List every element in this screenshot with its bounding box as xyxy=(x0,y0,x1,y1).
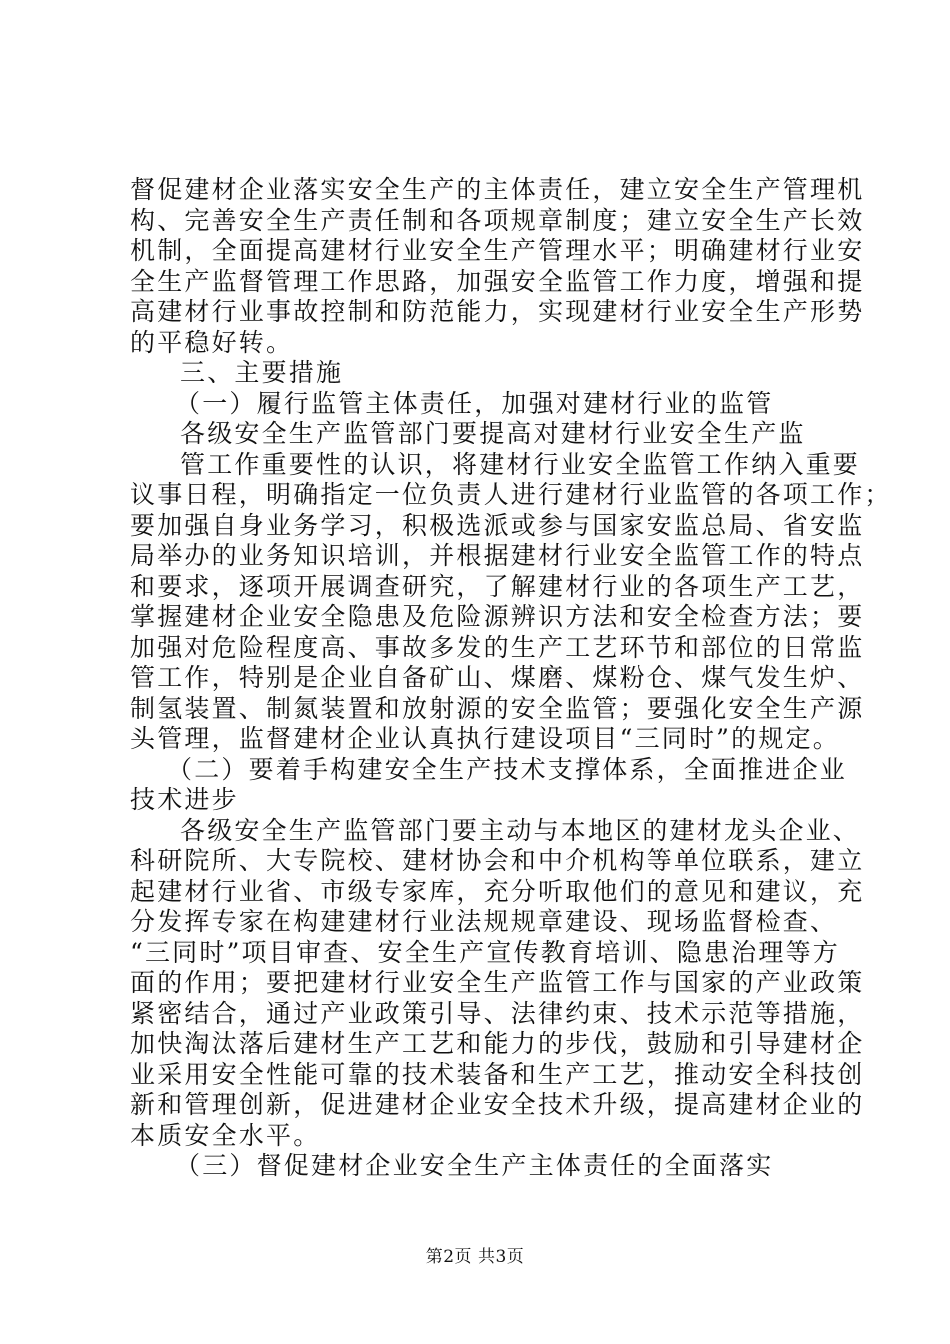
page-footer: 第2页 共3页 xyxy=(425,1247,525,1267)
body-line: 制氢装置、制氮装置和放射源的安全监管；要强化安全生产源 xyxy=(130,693,865,723)
body-line: 要加强自身业务学习，积极选派或参与国家安监总局、省安监 xyxy=(130,510,865,540)
body-line: 督促建材企业落实安全生产的主体责任，建立安全生产管理机 xyxy=(130,175,865,204)
body-line: 的平稳好转。 xyxy=(130,327,294,357)
body-line: 业采用安全性能可靠的技术装备和生产工艺，推动安全科技创 xyxy=(130,1059,865,1089)
body-line: 构、完善安全生产责任制和各项规章制度；建立安全生产长效 xyxy=(130,205,865,235)
body-line: 头管理，监督建材企业认真执行建设项目“三同时”的规定。 xyxy=(130,724,840,753)
body-line: 加快淘汰落后建材生产工艺和能力的步伐，鼓励和引导建材企 xyxy=(130,1029,865,1058)
body-line: 和要求，逐项开展调查研究，了解建材行业的各项生产工艺， xyxy=(130,571,865,601)
body-line: 管工作重要性的认识，将建材行业安全监管工作纳入重要 xyxy=(180,449,861,479)
body-line: 本质安全水平。 xyxy=(130,1120,321,1150)
body-line: 管工作，特别是企业自备矿山、煤磨、煤粉仓、煤气发生炉、 xyxy=(130,663,865,692)
body-line: 各级安全生产监管部门要主动与本地区的建材龙头企业、 xyxy=(180,815,861,845)
subsection-heading: （三）督促建材企业安全生产主体责任的全面落实 xyxy=(175,1151,774,1180)
body-line: 加强对危险程度高、事故多发的生产工艺环节和部位的日常监 xyxy=(130,632,865,662)
body-line: 议事日程，明确指定一位负责人进行建材行业监管的各项工作； xyxy=(130,480,892,509)
body-line: 新和管理创新，促进建材企业安全技术升级，提高建材企业的 xyxy=(130,1090,865,1119)
subsection-heading: （二）要着手构建安全生产技术支撑体系，全面推进企业 xyxy=(167,754,848,784)
subsection-heading-continued: 技术进步 xyxy=(130,785,239,814)
body-line: 面的作用；要把建材行业安全生产监管工作与国家的产业政策 xyxy=(130,968,865,997)
body-line: 紧密结合，通过产业政策引导、法律约束、技术示范等措施， xyxy=(130,998,865,1028)
body-line: 机制，全面提高建材行业安全生产管理水平；明确建材行业安 xyxy=(130,236,865,265)
body-line: “三同时”项目审查、安全生产宣传教育培训、隐患治理等方 xyxy=(130,937,840,967)
body-line: 分发挥专家在构建建材行业法规规章建设、现场监督检查、 xyxy=(130,907,838,936)
body-line: 掌握建材企业安全隐患及危险源辨识方法和安全检查方法；要 xyxy=(130,602,865,631)
body-line: 局举办的业务知识培训，并根据建材行业安全监管工作的特点 xyxy=(130,541,865,570)
subsection-heading: （一）履行监管主体责任，加强对建材行业的监管 xyxy=(175,388,774,418)
body-line: 高建材行业事故控制和防范能力，实现建材行业安全生产形势 xyxy=(130,297,865,326)
body-line: 各级安全生产监管部门要提高对建材行业安全生产监 xyxy=(180,419,806,448)
body-line: 科研院所、大专院校、建材协会和中介机构等单位联系，建立 xyxy=(130,846,865,875)
section-heading: 三、主要措施 xyxy=(180,358,344,387)
body-line: 全生产监督管理工作思路，加强安全监管工作力度，增强和提 xyxy=(130,266,865,296)
body-line: 起建材行业省、市级专家库，充分听取他们的意见和建议，充 xyxy=(130,876,865,906)
